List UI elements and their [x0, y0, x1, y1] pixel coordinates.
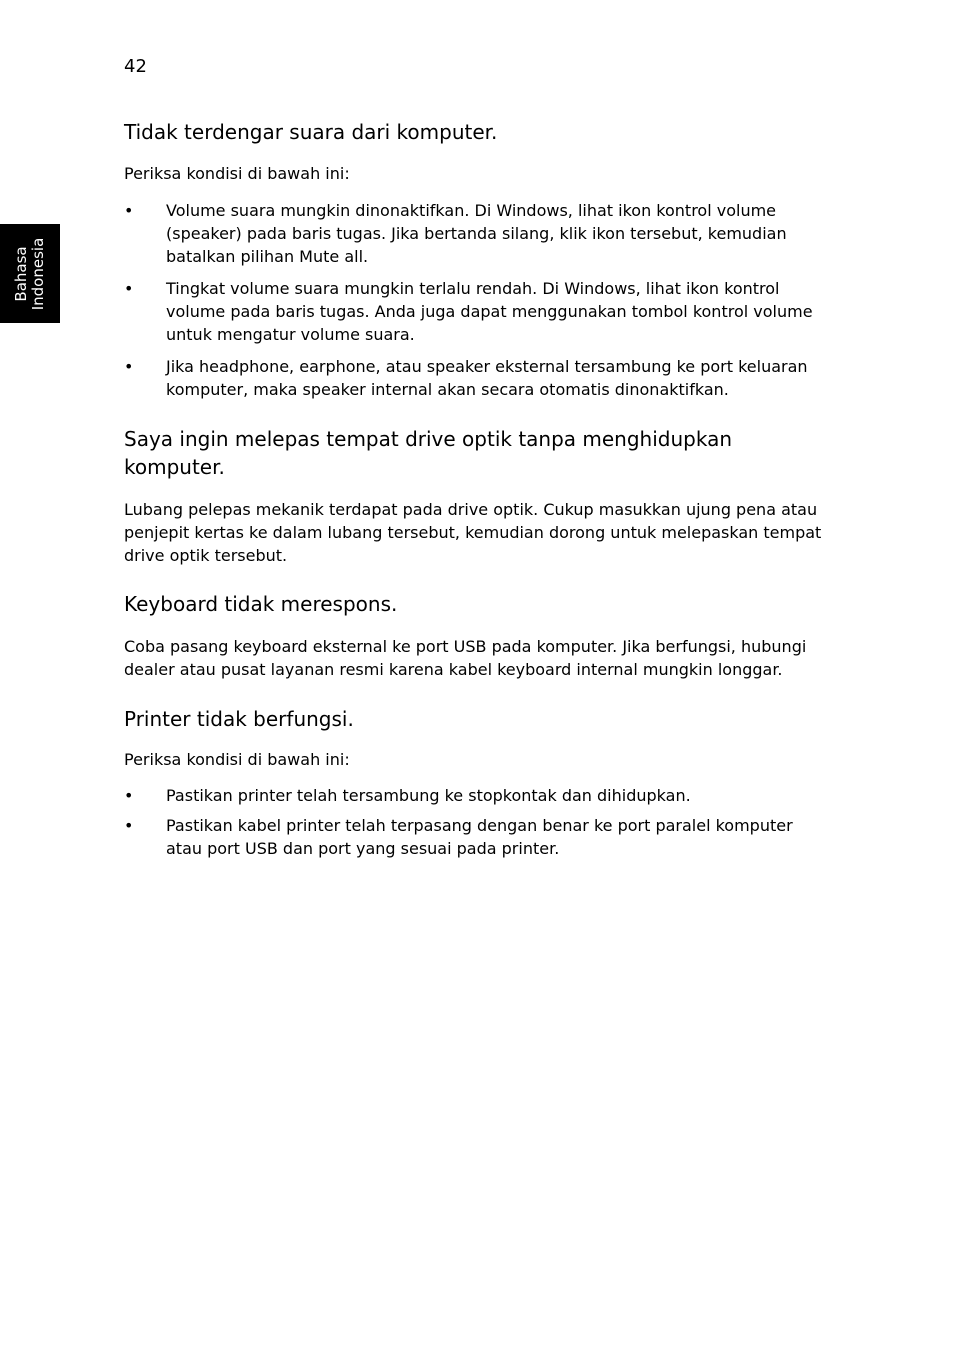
list-item-text: Volume suara mungkin dinonaktifkan. Di Windows, lihat ikon kontrol volume (speaker) pada baris tugas. Jika bertanda silang, klik ikon tersebut, kemudian batalkan pilihan [166, 201, 787, 266]
bullet-icon: • [124, 816, 134, 835]
list-item-text: Tingkat volume suara mungkin terlalu rendah. Di Windows, lihat ikon kontrol volume pada baris tugas. Anda juga dapat menggunakan tombol kontrol volume untuk mengatur volume suara. [166, 279, 813, 344]
list-item [124, 814, 824, 860]
list-item-text: Jika headphone, earphone, atau speaker eksternal tersambung ke port keluaran komputer, maka speaker internal akan secara otomatis dinonaktifkan. [166, 357, 808, 399]
section-paragraph: Lubang pelepas mekanik terdapat pada drive optik. Cukup masukkan ujung pena atau penjepit kertas ke dalam lubang tersebut, kemudian dorong untuk melepaskan tempat drive optik tersebut. [124, 500, 822, 565]
list-item-text: Pastikan kabel printer telah terpasang dengan benar ke port paralel komputer atau port USB dan port yang sesuai pada printer. [166, 816, 793, 858]
side-tab-line-2: Indonesia [29, 237, 47, 311]
language-side-tab-label [13, 238, 47, 311]
bullet-icon: • [124, 279, 134, 298]
list-item-tail: . [363, 247, 369, 266]
bullet-icon: • [124, 786, 134, 805]
language-side-tab [0, 224, 60, 323]
ui-term-mute-all: Mute all [299, 247, 364, 266]
list-item [124, 277, 824, 346]
section-heading-keyboard: Keyboard tidak merespons. [124, 592, 398, 616]
bullet-icon: • [124, 357, 134, 376]
list-item [124, 784, 824, 807]
section-heading-no-sound: Tidak terdengar suara dari komputer. [124, 120, 498, 144]
section-intro: Periksa kondisi di bawah ini: [124, 750, 350, 769]
side-tab-line-1: Bahasa [12, 246, 30, 302]
page-number: 42 [124, 56, 147, 77]
bullet-list-no-sound [124, 199, 824, 401]
bullet-icon: • [124, 201, 134, 220]
section-paragraph: Coba pasang keyboard eksternal ke port USB pada komputer. Jika berfungsi, hubungi dealer atau pusat layanan resmi karena kabel keyboard internal mungkin longgar. [124, 637, 807, 679]
section-heading-optical-drive: Saya ingin melepas tempat drive optik tanpa menghidupkan komputer. [124, 427, 733, 479]
list-item-text: Pastikan printer telah tersambung ke stopkontak dan dihidupkan. [166, 786, 691, 805]
section-heading-printer: Printer tidak berfungsi. [124, 707, 354, 731]
bullet-list-printer [124, 784, 824, 860]
section-intro: Periksa kondisi di bawah ini: [124, 164, 350, 183]
list-item [124, 355, 824, 401]
page-content [124, 118, 824, 860]
list-item [124, 199, 824, 268]
